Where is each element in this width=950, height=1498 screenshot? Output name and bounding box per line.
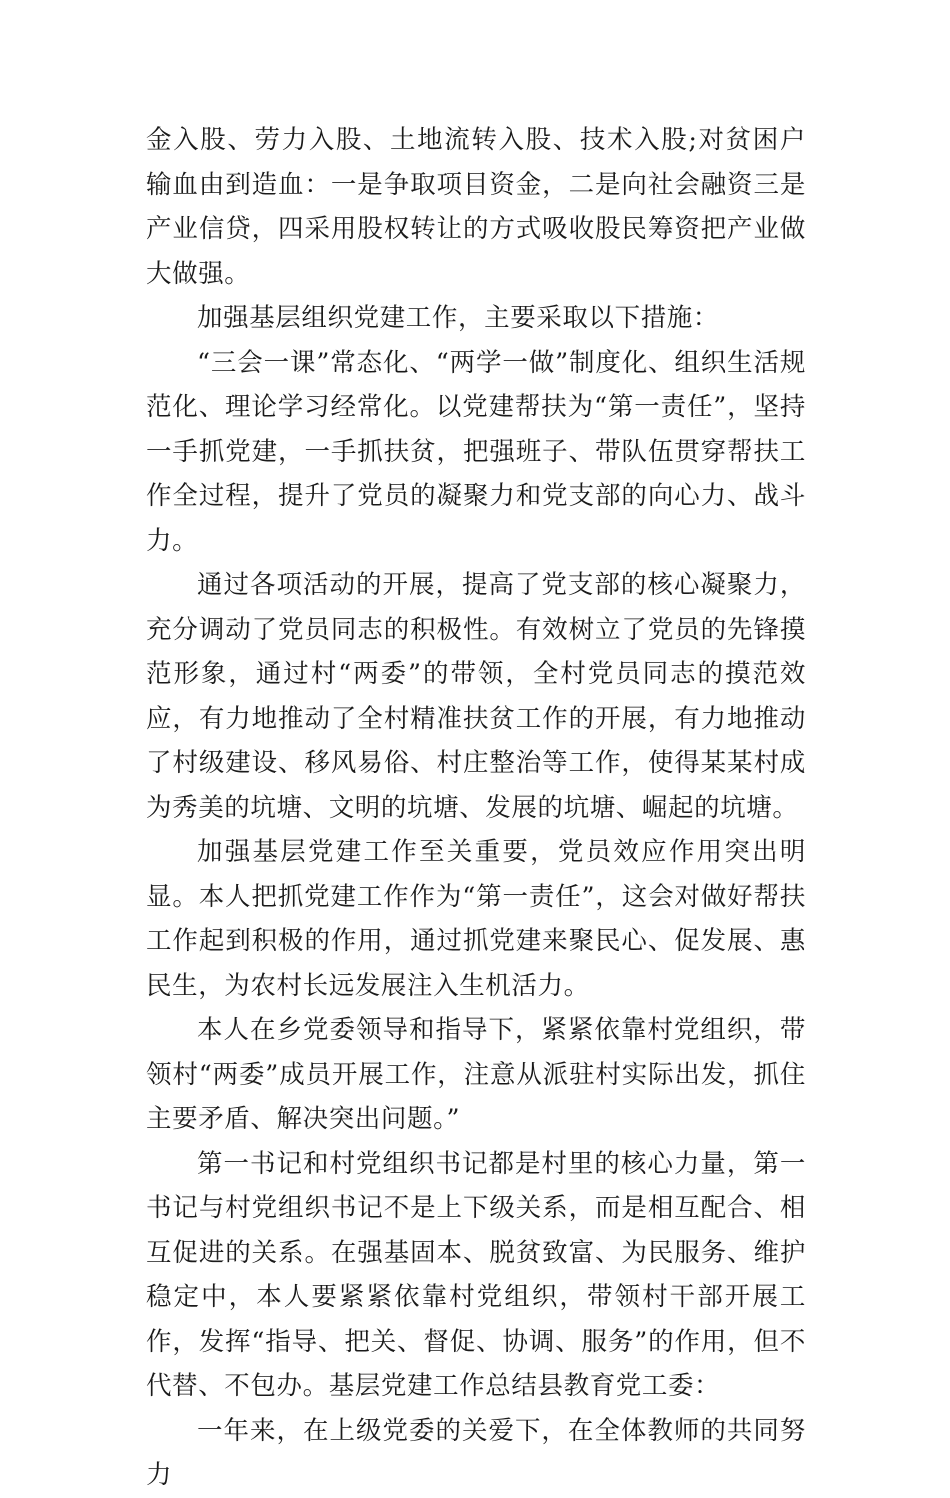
paragraph-6: 本人在乡党委领导和指导下，紧紧依靠村党组织，带领村“两委”成员开展工作，注意从派驻村实际出发，抓住主要矛盾、解决突出问题。” [146, 1015, 806, 1134]
paragraph-3: “三会一课”常态化、“两学一做”制度化、组织生活规范化、理论学习经常化。以党建帮扶为“第一责任”，坚持一手抓党建，一手抓扶贫，把强班子、带队伍贯穿帮扶工作全过程，提升了党员的凝聚力和党支部的向心力、战斗力。 [146, 347, 806, 556]
paragraph-2: 加强基层组织党建工作，主要采取以下措施： [197, 303, 720, 333]
document-body [146, 118, 806, 1498]
paragraph-5: 加强基层党建工作至关重要，党员效应作用突出明显。本人把抓党建工作作为“第一责任”，这会对做好帮扶工作起到积极的作用，通过抓党建来聚民心、促发展、惠民生，为农村长远发展注入生机活力。 [146, 837, 806, 1001]
paragraph-1: 金入股、劳力入股、土地流转入股、技术入股;对贫困户输血由到造血：一是争取项目资金，二是向社会融资三是产业信贷，四采用股权转让的方式吸收股民筹资把产业做大做强。 [146, 125, 806, 289]
paragraph-4: 通过各项活动的开展，提高了党支部的核心凝聚力，充分调动了党员同志的积极性。有效树立了党员的先锋摸范形象，通过村“两委”的带领，全村党员同志的摸范效应，有力地推动了全村精准扶贫工作的开展，有力地推动了村级建设、移风易俗、村庄整治等工作，使得某某村成为秀美的坑塘、文明的坑塘、发展的坑塘、崛起的坑塘。 [146, 570, 806, 823]
paragraph-8: 一年来，在上级党委的关爱下，在全体教师的共同努力 [146, 1415, 806, 1490]
paragraph-7: 第一书记和村党组织书记都是村里的核心力量，第一书记与村党组织书记不是上下级关系，而是相互配合、相互促进的关系。在强基固本、脱贫致富、为民服务、维护稳定中，本人要紧紧依靠村党组织，带领村干部开展工作，发挥“指导、把关、督促、协调、服务”的作用，但不代替、不包办。基层党建工作总结县教育党工委： [146, 1148, 806, 1401]
